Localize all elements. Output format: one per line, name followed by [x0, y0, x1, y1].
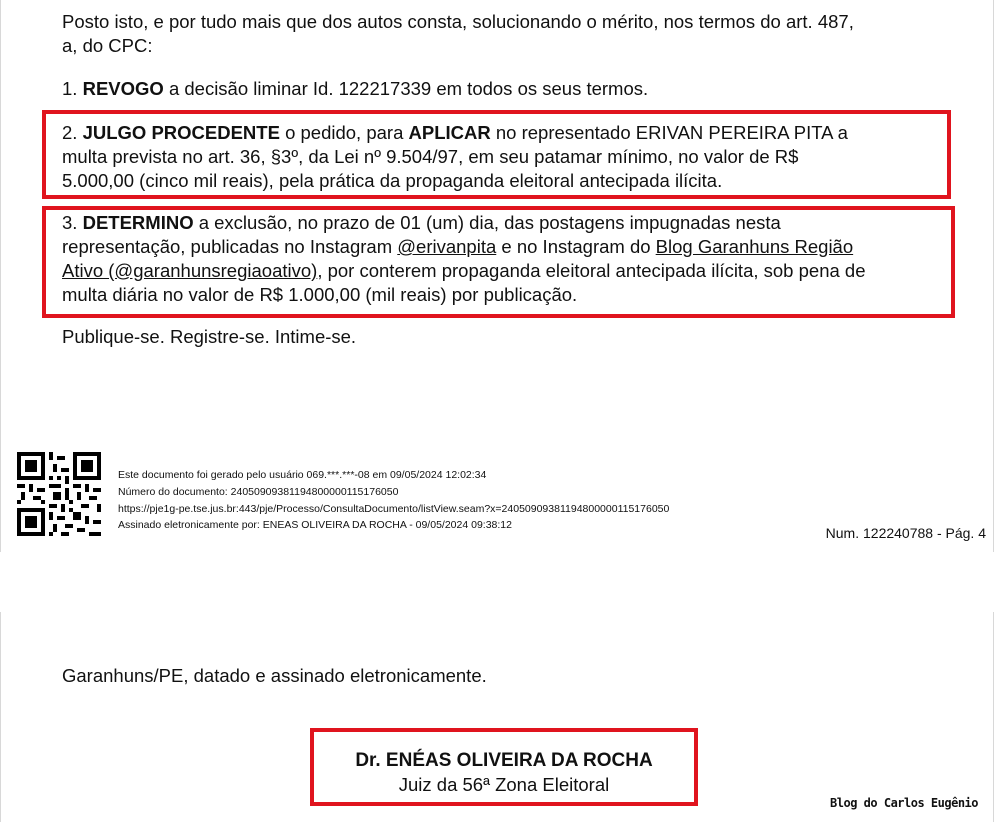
item-2-line-3: 5.000,00 (cinco mil reais), pela prática da propaganda eleitoral antecipada ilícita. [62, 170, 723, 191]
footer-signed: Assinado eletronicamente por: ENEAS OLIVEIRA DA ROCHA - 09/05/2024 09:38:12 [118, 519, 512, 531]
item-1-text: a decisão liminar Id. 122217339 em todos os seus termos. [168, 78, 649, 99]
item-3-line-2b: e no Instagram do [501, 236, 651, 257]
item-1-number: 1. [62, 78, 78, 99]
signature-box [310, 728, 698, 806]
watermark: Blog do Carlos Eugênio [830, 796, 978, 810]
place-date-text: Garanhuns/PE, datado e assinado eletronicamente. [62, 665, 487, 686]
item-2 [62, 121, 942, 193]
item-2-keyword-1: JULGO PROCEDENTE [82, 122, 280, 143]
item-3-line-2a: representação, publicadas no Instagram [62, 236, 393, 257]
blog-link-part-2[interactable]: Ativo (@garanhunsregiaoativo) [62, 260, 318, 281]
footer-doc-number: Número do documento: 24050909381194800000115176050 [118, 486, 399, 498]
intro-paragraph [62, 10, 942, 58]
item-3-line-3: , por conterem propaganda eleitoral antecipada ilícita, sob pena de [317, 260, 866, 281]
item-3-text-1: a exclusão, no prazo de 01 (um) dia, das postagens impugnadas nesta [198, 212, 781, 233]
signer-name: Dr. ENÉAS OLIVEIRA DA ROCHA [355, 750, 653, 771]
footer-generated: Este documento foi gerado pelo usuário 069.***.***-08 em 09/05/2024 12:02:34 [118, 469, 487, 481]
footer-url[interactable]: https://pje1g-pe.tse.jus.br:443/pje/Processo/ConsultaDocumento/listView.seam?x=24050909381194800000115176050 [118, 503, 670, 515]
item-2-number: 2. [62, 122, 78, 143]
instagram-link-erivanpita[interactable]: @erivanpita [397, 236, 497, 257]
item-3-line-4: multa diária no valor de R$ 1.000,00 (mil reais) por publicação. [62, 284, 578, 305]
closing-line [62, 325, 942, 349]
page-number: Num. 122240788 - Pág. 4 [825, 525, 986, 541]
item-3-number: 3. [62, 212, 78, 233]
item-1-keyword: REVOGO [82, 78, 164, 99]
item-2-text-1: o pedido, para [285, 122, 404, 143]
item-3-keyword: DETERMINO [82, 212, 194, 233]
item-2-text-2: no representado ERIVAN PEREIRA PITA a [495, 122, 848, 143]
closing-text: Publique-se. Registre-se. Intime-se. [62, 326, 357, 347]
item-2-line-2: multa prevista no art. 36, §3º, da Lei nº 9.504/97, em seu patamar mínimo, no valor de R$ [62, 146, 799, 167]
place-date [62, 664, 942, 688]
item-1 [62, 77, 942, 101]
item-3 [62, 211, 942, 307]
signer-title: Juiz da 56ª Zona Eleitoral [398, 774, 610, 795]
item-2-keyword-2: APLICAR [408, 122, 491, 143]
qr-code-icon [17, 452, 101, 536]
page-gap [0, 552, 994, 612]
intro-line-1: Posto isto, e por tudo mais que dos autos consta, solucionando o mérito, nos termos do art. 487, [62, 11, 854, 32]
intro-line-2: a, do CPC: [62, 35, 153, 56]
blog-link-part-1[interactable]: Blog Garanhuns Região [655, 236, 854, 257]
